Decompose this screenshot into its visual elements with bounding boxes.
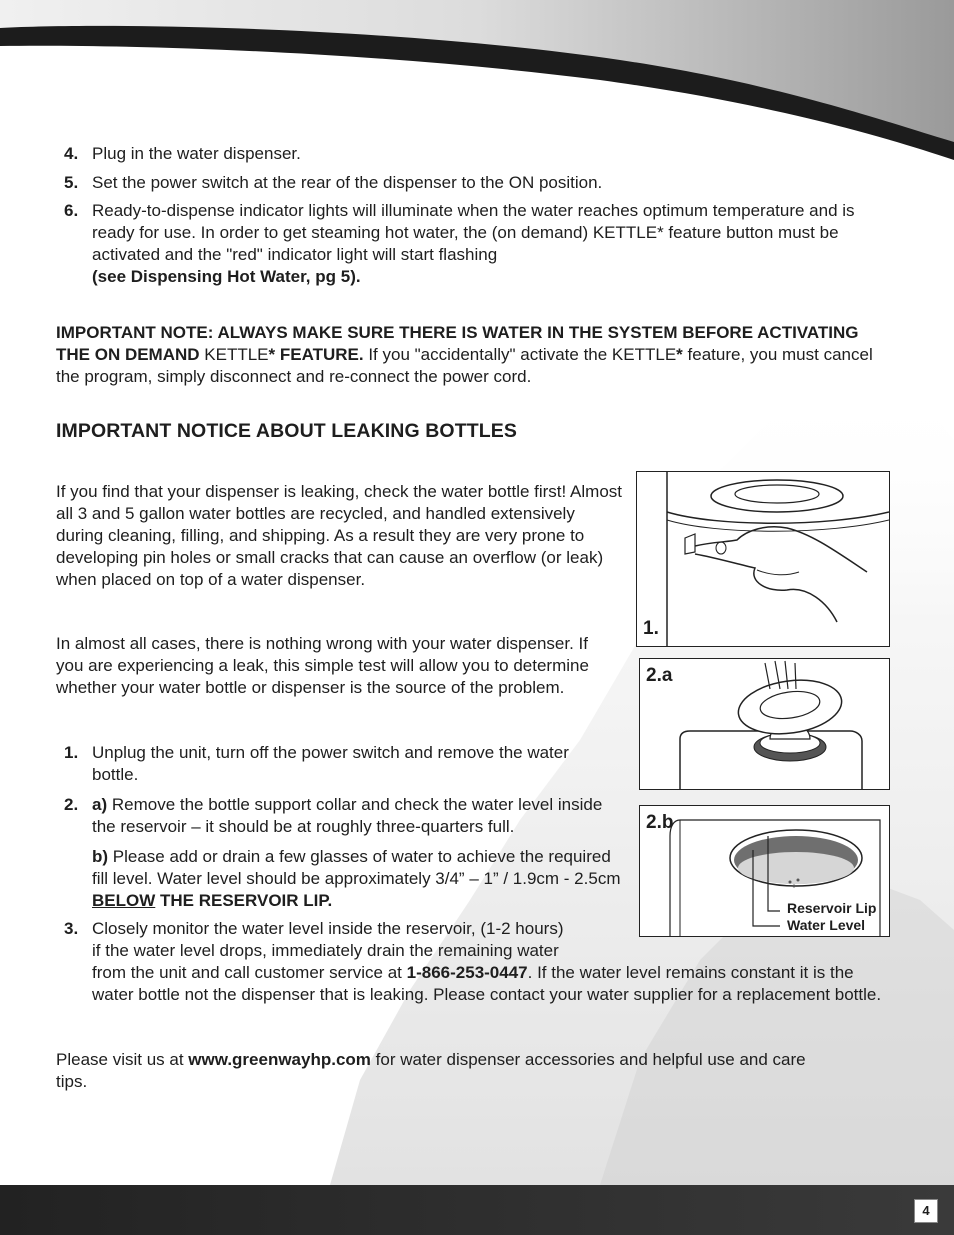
figure-label: 1. [643,618,659,639]
page-number: 4 [914,1199,938,1223]
paragraph: In almost all cases, there is nothing wrong with your water dispenser. If you are experiencing a leak, this simple test will allow you to determine whether your water bottle or dispenser is the source of the problem. [56,634,589,697]
substep-text: Please add or drain a few glasses of water to achieve the required fill level. Water level should be approximately 3/4” – 1” / 1.9cm - 2.5cm [92,847,621,888]
step-number: 1. [64,743,79,762]
dispenser-button-illustration [637,472,889,646]
step-text: Plug in the water dispenser. [92,144,301,163]
note-bold-2: * FEATURE. [268,345,364,364]
substep-text: Remove the bottle support collar and check the water level inside the reservoir – it should be at roughly three-quarters full. [92,795,603,836]
paragraph: If you find that your dispenser is leaking, check the water bottle first! Almost all 3 and 5 gallon water bottles are recycled, and handled extensively during cleaning, filling, and shipping. As a result they are very prone to developing pin holes or small cracks that can cause an overflow (or leak) when placed on top of a water dispenser. [56,482,622,589]
figure-2a [639,658,890,790]
step-number: 2. [64,795,79,814]
step-text-body: Ready-to-dispense indicator lights will illuminate when the water reaches optimum temperature and is ready for use. In order to get steaming hot water, the (on demand) KETTLE* feature button must be activated and the "red" indicator light will start flashing [92,201,855,264]
water-level-label: Water Level [787,917,866,933]
step-text-line: if the water level drops, immediately drain the remaining water [92,941,559,960]
figure-label: 2.a [646,665,673,686]
section-title: IMPORTANT NOTICE ABOUT LEAKING BOTTLES [56,420,517,442]
step-number: 5. [64,173,79,192]
callout-labels [787,900,876,934]
website-link[interactable]: www.greenwayhp.com [188,1050,371,1069]
note-bold-3: * [676,345,683,364]
step-number: 4. [64,144,79,163]
figure-2b [639,805,890,937]
visit-text: for water dispenser accessories and helpful use and care tips. [56,1050,806,1091]
step-text: Unplug the unit, turn off the power switch and remove the water bottle. [92,743,569,784]
note-bold-1: IMPORTANT NOTE: ALWAYS MAKE SURE THERE IS WATER IN THE SYSTEM BEFORE ACTIVATING THE ON DEMAND [56,323,859,364]
step-text: Set the power switch at the rear of the dispenser to the ON position. [92,173,603,192]
list-item [56,172,896,194]
note-text-1: KETTLE [199,345,269,364]
note-text-3: feature, you must cancel the program, simply disconnect and re-connect the power cord. [56,345,873,386]
substep-emphasis: THE RESERVOIR LIP. [155,891,333,910]
list-item [56,200,898,288]
visit-line [56,1049,826,1093]
list-item [56,143,896,165]
step-reference: (see Dispensing Hot Water, pg 5). [92,267,361,286]
substep-label: a) [92,795,108,814]
figure-1 [636,471,890,647]
list-item [56,794,626,912]
step-text [92,200,898,288]
important-note [56,322,886,388]
list-item [56,742,616,786]
emphasis-below: BELOW [92,891,156,910]
note-text-2: If you "accidentally" activate the KETTLE [363,345,677,364]
step-number: 3. [64,919,79,938]
step-text [92,794,626,838]
phone-number: 1-866-253-0447 [406,963,528,982]
step-text-line: Closely monitor the water level inside the reservoir, (1-2 hours) [92,919,564,938]
figure-label: 2.b [646,812,674,833]
visit-text: Please visit us at [56,1050,189,1069]
collar-removal-illustration [640,659,889,789]
substep-label: b) [92,847,109,866]
step-number: 6. [64,201,79,220]
step-text-line: from the unit and call customer service at [92,963,407,982]
step-text-line: . If the water level remains constant it is the water bottle not the dispenser that is leaking. Please contact your water supplier for a replacement bottle. [92,963,882,1004]
step-text [92,846,626,912]
reservoir-lip-label: Reservoir Lip [787,900,877,916]
